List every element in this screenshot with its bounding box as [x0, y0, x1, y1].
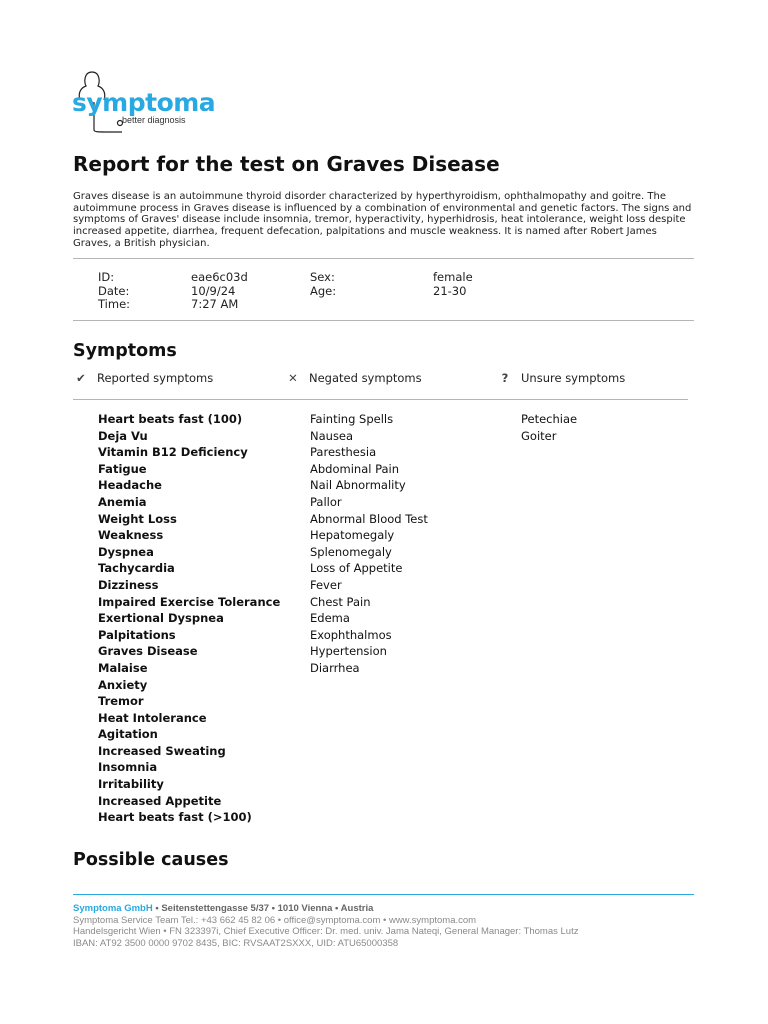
reported-symptom-item: Tremor: [98, 694, 144, 709]
footer-line-3: Handelsgericht Wien • FN 323397i, Chief Executive Officer: Dr. med. univ. Jama Nateqi, General Manager: Thomas Lutz: [73, 926, 579, 937]
reported-symptom-item: Agitation: [98, 727, 158, 742]
meta-values-left: [191, 271, 248, 312]
negated-symptom-item: Loss of Appetite: [310, 561, 403, 576]
report-title: Report for the test on Graves Disease: [73, 152, 500, 176]
legend-reported-label: Reported symptoms: [97, 371, 214, 385]
reported-symptom-item: Dyspnea: [98, 544, 154, 559]
negated-symptom-item: Paresthesia: [310, 445, 377, 460]
age-value: 21-30: [433, 283, 467, 298]
reported-symptom-item: Increased Sweating: [98, 743, 226, 758]
reported-symptom-item: Weakness: [98, 528, 164, 543]
negated-symptom-item: Exophthalmos: [310, 627, 392, 642]
footer: [73, 903, 578, 949]
reported-symptoms-list: [98, 411, 280, 826]
negated-symptom-item: Fainting Spells: [310, 412, 394, 426]
reported-symptom-item: Weight Loss: [98, 511, 177, 526]
check-icon: ✔: [76, 371, 86, 385]
reported-symptom-item: Impaired Exercise Tolerance: [98, 594, 281, 609]
reported-symptom-item: Increased Appetite: [98, 793, 222, 808]
company-address: • Seitenstettengasse 5/37 • 1010 Vienna • Austria: [152, 903, 374, 914]
negated-symptom-item: Hypertension: [310, 644, 387, 659]
negated-symptom-item: Pallor: [310, 494, 342, 509]
reported-symptom-item: Heart beats fast (100): [98, 412, 243, 426]
negated-symptom-item: Splenomegaly: [310, 544, 392, 559]
negated-symptoms-list: [310, 411, 428, 677]
reported-symptom-item: Deja Vu: [98, 428, 148, 443]
logo-wordmark: symptoma: [72, 88, 216, 117]
reported-symptom-item: Insomnia: [98, 760, 158, 775]
reported-symptom-item: Vitamin B12 Deficiency: [98, 445, 248, 460]
age-label: Age:: [310, 283, 337, 298]
reported-symptom-item: Graves Disease: [98, 644, 198, 659]
footer-line-1: [73, 903, 578, 915]
cross-icon: ✕: [288, 371, 298, 385]
negated-symptom-item: Abdominal Pain: [310, 461, 400, 476]
meta-values-right: [433, 271, 473, 298]
date-label: Date:: [98, 283, 130, 298]
time-value: 7:27 AM: [191, 297, 239, 311]
legend-unsure: [497, 371, 625, 385]
intro-paragraph: Graves disease is an autoimmune thyroid disorder characterized by hyperthyroidism, ophthalmopathy and goitre. The autoimmune process in Graves disease is influenced by a combination of environmental and genetic factors. The signs and symptoms of Graves' disease include insomnia, tremor, hyperactivity, hyperhidrosis, heat intolerance, weight loss despite increased appetite, diarrhea, frequent defecation, palpitations and muscle weakness. It is named after Robert James Graves, a British physician.: [73, 191, 692, 249]
date-value: 10/9/24: [191, 283, 236, 298]
symptoms-heading: Symptoms: [73, 341, 177, 361]
legend-unsure-label: Unsure symptoms: [521, 371, 626, 385]
divider: [73, 320, 694, 321]
negated-symptom-item: Hepatomegaly: [310, 528, 395, 543]
reported-symptom-item: Dizziness: [98, 577, 159, 592]
legend-negated: [285, 371, 422, 385]
legend-reported: [73, 371, 213, 385]
divider: [73, 399, 688, 400]
id-value: eae6c03d: [191, 270, 248, 284]
reported-symptom-item: Heat Intolerance: [98, 710, 207, 725]
logo-tagline: better diagnosis: [122, 115, 186, 125]
legend-negated-label: Negated symptoms: [309, 371, 422, 385]
negated-symptom-item: Nausea: [310, 428, 354, 443]
negated-symptom-item: Edema: [310, 611, 350, 626]
footer-line-4: IBAN: AT92 3500 0000 9702 8435, BIC: RVSAAT2SXXX, UID: ATU65000358: [73, 937, 399, 949]
reported-symptom-item: Tachycardia: [98, 561, 175, 576]
symptoma-logo: [72, 68, 216, 138]
question-icon: ?: [501, 371, 509, 385]
footer-line-2: Symptoma Service Team Tel.: +43 662 45 82 06 • office@symptoma.com • www.symptoma.com: [73, 914, 477, 926]
id-label: ID:: [98, 270, 115, 284]
reported-symptom-item: Palpitations: [98, 627, 176, 642]
negated-symptom-item: Abnormal Blood Test: [310, 511, 428, 526]
reported-symptom-item: Headache: [98, 478, 162, 493]
reported-symptom-item: Anxiety: [98, 677, 148, 692]
meta-labels-left: [98, 271, 130, 312]
negated-symptom-item: Chest Pain: [310, 594, 371, 609]
divider: [73, 258, 694, 259]
unsure-symptoms-list: [521, 411, 577, 444]
reported-symptom-item: Fatigue: [98, 461, 147, 476]
time-label: Time:: [98, 297, 131, 311]
footer-rule: [73, 894, 694, 895]
reported-symptom-item: Anemia: [98, 494, 147, 509]
reported-symptom-item: Heart beats fast (>100): [98, 810, 252, 825]
negated-symptom-item: Diarrhea: [310, 660, 360, 675]
possible-causes-heading: Possible causes: [73, 850, 229, 870]
sex-label: Sex:: [310, 270, 335, 284]
sex-value: female: [433, 270, 473, 284]
reported-symptom-item: Exertional Dyspnea: [98, 611, 224, 626]
reported-symptom-item: Irritability: [98, 777, 164, 792]
negated-symptom-item: Fever: [310, 577, 342, 592]
unsure-symptom-item: Goiter: [521, 428, 557, 443]
negated-symptom-item: Nail Abnormality: [310, 478, 406, 493]
company-name: Symptoma GmbH: [73, 903, 153, 914]
meta-labels-right: [310, 271, 336, 298]
reported-symptom-item: Malaise: [98, 660, 148, 675]
unsure-symptom-item: Petechiae: [521, 412, 578, 426]
